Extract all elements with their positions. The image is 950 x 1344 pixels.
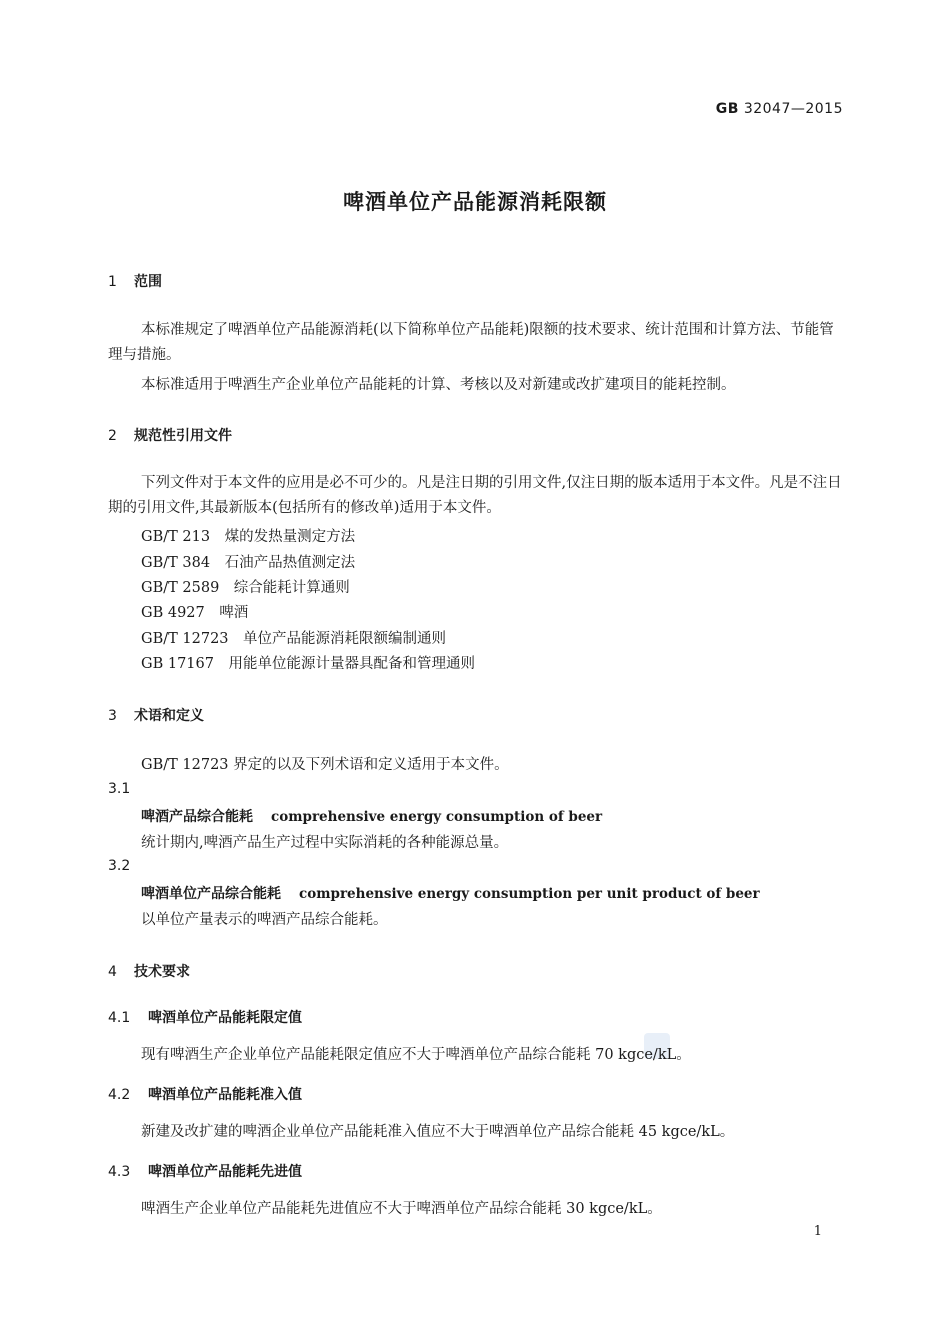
reference-item: GB/T 12723 单位产品能源消耗限额编制通则 <box>141 631 447 647</box>
subsection-title: 啤酒单位产品能耗先进值 <box>148 1164 302 1180</box>
subsection-4-1-text: 现有啤酒生产企业单位产品能耗限定值应不大于啤酒单位产品综合能耗 70 kgce/kL。 <box>141 1047 691 1063</box>
subsection-4-3-heading <box>108 1161 302 1181</box>
subsection-title: 啤酒单位产品能耗准入值 <box>148 1087 302 1103</box>
reference-item: GB/T 384 石油产品热值测定法 <box>141 555 356 571</box>
term-2 <box>141 883 760 903</box>
subsection-number: 4.3 <box>108 1164 131 1180</box>
section-4-heading <box>108 961 190 981</box>
section-title: 技术要求 <box>134 964 190 980</box>
section-1-paragraph-1: 本标准规定了啤酒单位产品能源消耗(以下简称单位产品能耗)限额的技术要求、统计范围和计算方法、节能管理与措施。 <box>108 322 834 363</box>
term-definition: 以单位产量表示的啤酒产品综合能耗。 <box>141 912 388 928</box>
subsection-title: 啤酒单位产品能耗限定值 <box>148 1010 302 1026</box>
section-number: 2 <box>108 428 117 444</box>
reference-item: GB/T 213 煤的发热量测定方法 <box>141 529 356 545</box>
reference-item: GB 17167 用能单位能源计量器具配备和管理通则 <box>141 656 475 672</box>
term-1 <box>141 806 602 826</box>
term-english: comprehensive energy consumption of beer <box>271 809 603 825</box>
document-title: 啤酒单位产品能源消耗限额 <box>343 190 607 214</box>
section-number: 4 <box>108 964 117 980</box>
section-2-heading <box>108 425 232 445</box>
section-title: 术语和定义 <box>134 708 204 724</box>
standard-code <box>716 101 843 117</box>
term-number: 3.1 <box>108 781 131 797</box>
section-1-heading <box>108 271 162 291</box>
term-chinese: 啤酒产品综合能耗 <box>141 809 253 825</box>
section-3-paragraph-1: GB/T 12723 界定的以及下列术语和定义适用于本文件。 <box>141 757 509 773</box>
subsection-number: 4.2 <box>108 1087 131 1103</box>
section-title: 范围 <box>134 274 162 290</box>
subsection-4-1-heading <box>108 1007 302 1027</box>
section-number: 1 <box>108 274 117 290</box>
section-number: 3 <box>108 708 117 724</box>
section-2-paragraph-1: 下列文件对于本文件的应用是必不可少的。凡是注日期的引用文件,仅注日期的版本适用于本文件。凡是不注日期的引用文件,其最新版本(包括所有的修改单)适用于本文件。 <box>108 475 842 516</box>
reference-item: GB 4927 啤酒 <box>141 605 249 621</box>
standard-number: 32047—2015 <box>743 101 843 117</box>
section-3-heading <box>108 705 204 725</box>
subsection-4-2-heading <box>108 1084 302 1104</box>
subsection-4-3-text: 啤酒生产企业单位产品能耗先进值应不大于啤酒单位产品综合能耗 30 kgce/kL。 <box>141 1201 662 1217</box>
term-number: 3.2 <box>108 858 131 874</box>
subsection-number: 4.1 <box>108 1010 131 1026</box>
section-1-paragraph-2: 本标准适用于啤酒生产企业单位产品能耗的计算、考核以及对新建或改扩建项目的能耗控制。 <box>141 377 736 393</box>
subsection-4-2-text: 新建及改扩建的啤酒企业单位产品能耗准入值应不大于啤酒单位产品综合能耗 45 kgce/kL。 <box>141 1124 735 1140</box>
term-english: comprehensive energy consumption per unit product of beer <box>299 886 760 902</box>
term-definition: 统计期内,啤酒产品生产过程中实际消耗的各种能源总量。 <box>141 835 509 851</box>
term-chinese: 啤酒单位产品综合能耗 <box>141 886 281 902</box>
page-number: 1 <box>813 1224 822 1239</box>
section-title: 规范性引用文件 <box>134 428 232 444</box>
standard-prefix: GB <box>715 101 739 117</box>
reference-item: GB/T 2589 综合能耗计算通则 <box>141 580 350 596</box>
